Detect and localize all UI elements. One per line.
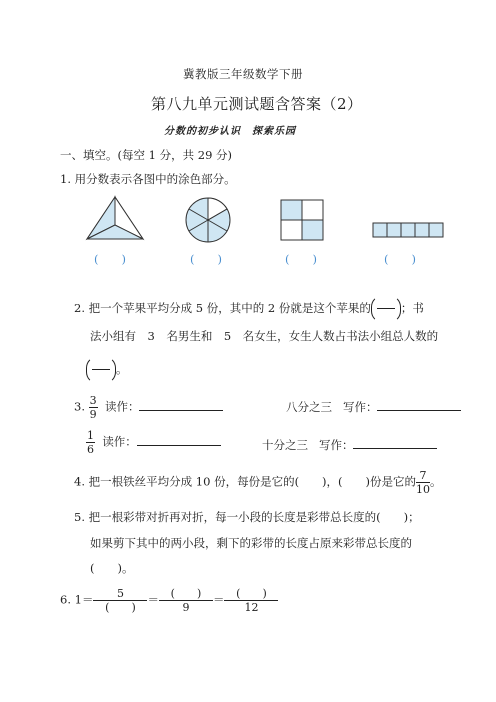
fraction-blank-9: $\frac{( )}{9}$ xyxy=(159,588,213,613)
question-5-line-2: 如果剪下其中的两小段，剩下的彩带的长度占原来彩带总长度的 xyxy=(90,536,412,550)
figure-strip xyxy=(372,222,444,240)
question-6: 6. 1＝ $\frac{5}{( )}$ ＝ $\frac{( )}{9}$ ＝ $\frac{( )}{12}$ xyxy=(60,588,278,613)
question-6-label: 6. 1＝ xyxy=(60,592,94,607)
answer-blank-2[interactable]: ( ) xyxy=(190,252,222,266)
question-4: 4. 把一根铁丝平均分成 10 份，每份是它的( )，( )份是它的 $\frac{7}{10}$ 。 xyxy=(74,469,442,496)
question-3-row-2-right: 十分之三 写作： xyxy=(262,437,437,453)
question-5-line-1: 5. 把一根彩带对折再对折，每一小段的长度是彩带总长度的( )； xyxy=(74,510,420,524)
question-2-line-1 xyxy=(74,295,424,323)
doc-title: 第八九单元测试题含答案（2） xyxy=(151,95,363,113)
read-label: 读作： xyxy=(104,399,140,414)
fraction-blank[interactable] xyxy=(371,295,401,323)
figure-square xyxy=(280,199,326,243)
question-2-text-b: ；书 xyxy=(400,301,424,315)
answer-blank-3[interactable]: ( ) xyxy=(285,252,317,266)
write-label: 写作： xyxy=(342,400,378,414)
fraction-3-9: $\frac{3}{9}$ xyxy=(89,394,97,421)
write-label: 写作： xyxy=(318,438,354,452)
question-2-line-3 xyxy=(86,356,128,384)
doc-units: 分数的初步认识 探索乐园 xyxy=(164,126,296,137)
write-blank[interactable] xyxy=(377,410,461,411)
figure-triangle xyxy=(85,195,145,245)
doc-subtitle: 冀教版三年级数学下册 xyxy=(183,67,303,81)
question-3-row-1 xyxy=(74,395,223,420)
fraction-7-10: $\frac{7}{10}$ xyxy=(416,469,431,496)
fraction-blank[interactable] xyxy=(86,356,116,384)
read-label: 读作： xyxy=(102,434,137,449)
question-2-text-a: 2. 把一个苹果平均分成 5 份，其中的 2 份就是这个苹果的 xyxy=(74,301,371,315)
question-3-row-1-right: 八分之三 写作： xyxy=(286,399,461,415)
answer-blank-4[interactable]: ( ) xyxy=(384,252,416,266)
question-5-line-3: ( )。 xyxy=(90,561,134,575)
figure-circle xyxy=(184,196,234,246)
question-2-text-d: 。 xyxy=(116,362,128,376)
question-3-label: 3. xyxy=(74,399,85,414)
read-blank[interactable] xyxy=(139,410,223,411)
fraction-blank-12: $\frac{( )}{12}$ xyxy=(224,588,278,613)
section-heading: 一、填空。(每空 1 分，共 29 分) xyxy=(60,148,233,162)
question-2-line-2: 法小组有 3 名男生和 5 名女生，女生人数占书法小组总人数的 xyxy=(90,329,439,343)
write-blank[interactable] xyxy=(353,448,437,449)
answer-blank-1[interactable]: ( ) xyxy=(94,252,126,266)
question-3-row-2 xyxy=(86,430,221,455)
fraction-1-6: $\frac{1}{6}$ xyxy=(87,429,94,456)
fraction-5-blank: $\frac{5}{( )}$ xyxy=(93,588,147,613)
question-4-text: 4. 把一根铁丝平均分成 10 份，每份是它的( )，( )份是它的 xyxy=(74,474,417,489)
read-blank[interactable] xyxy=(137,445,221,446)
question-1: 1. 用分数表示各图中的涂色部分。 xyxy=(60,172,236,186)
